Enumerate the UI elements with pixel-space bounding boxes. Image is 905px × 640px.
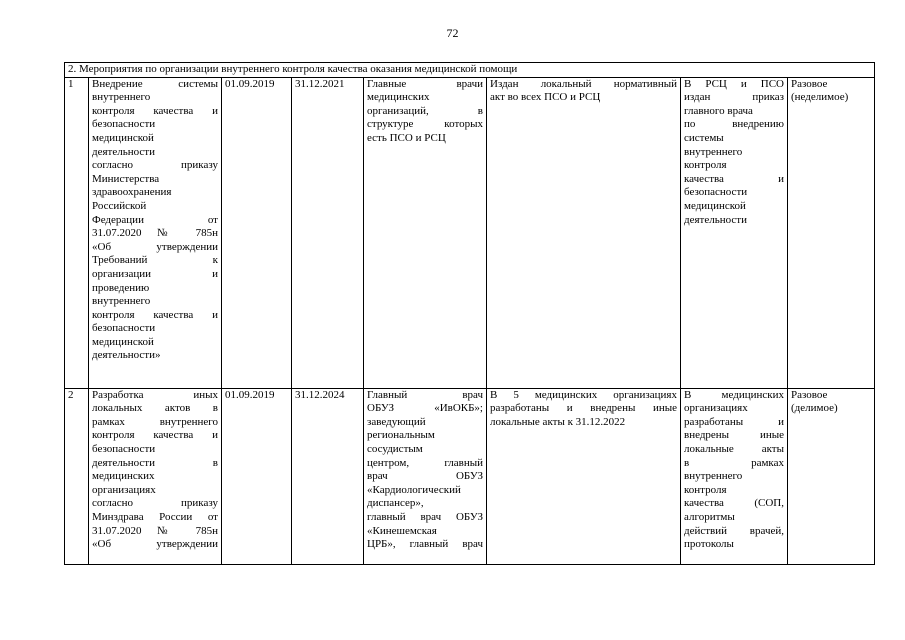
start-date: 01.09.2019 bbox=[222, 77, 292, 388]
row-number: 1 bbox=[65, 77, 89, 388]
start-date: 01.09.2019 bbox=[222, 388, 292, 564]
responsible-cell: Главные врачи медицинских организаций, в структуре которых есть ПСО и РСЦ bbox=[364, 77, 487, 388]
type-cell: Разовое (делимое) bbox=[788, 388, 875, 564]
table-row bbox=[65, 388, 875, 564]
section-title: 2. Мероприятия по организации внутреннего контроля качества оказания медицинской помощи bbox=[65, 63, 875, 78]
end-date: 31.12.2021 bbox=[292, 77, 364, 388]
page-number: 72 bbox=[446, 26, 459, 40]
measure-cell: Разработка иных локальных актов в рамках внутреннего контроля качества и безопасности деятельности в медицинских организациях согласно приказу Минздрава России от 31.07.2020 № 785н «Об утверждении bbox=[89, 388, 222, 564]
type-cell: Разовое (неделимое) bbox=[788, 77, 875, 388]
responsible-cell: Главный врач ОБУЗ «ИвОКБ»; заведующий региональным сосудистым центром, главный врач ОБУЗ «Кардиологический диспансер», главный врач ОБУЗ «Кинешемская ЦРБ», главный врач bbox=[364, 388, 487, 564]
table-row bbox=[65, 77, 875, 388]
row-number: 2 bbox=[65, 388, 89, 564]
result-cell: В РСЦ и ПСО издан приказ главного врача по внедрению системы внутреннего контроля качества и безопасности медицинской деятельности bbox=[681, 77, 788, 388]
indicator-cell: Издан локальный нормативный акт во всех ПСО и РСЦ bbox=[487, 77, 681, 388]
measure-cell: Внедрение системы внутреннего контроля качества и безопасности медицинской деятельности согласно приказу Министерства здравоохранения Российской Федерации от 31.07.2020 № 785н «Об утверждении Требований к организации и проведению внутреннего контроля качества и безопасности медицинской деятельности» bbox=[89, 77, 222, 388]
result-cell: В медицинских организациях разработаны и внедрены иные локальные акты в рамках внутреннего контроля качества (СОП, алгоритмы действий врачей, протоколы bbox=[681, 388, 788, 564]
indicator-cell: В 5 медицинских организациях разработаны и внедрены иные локальные акты к 31.12.2022 bbox=[487, 388, 681, 564]
end-date: 31.12.2024 bbox=[292, 388, 364, 564]
measures-table bbox=[64, 62, 875, 565]
